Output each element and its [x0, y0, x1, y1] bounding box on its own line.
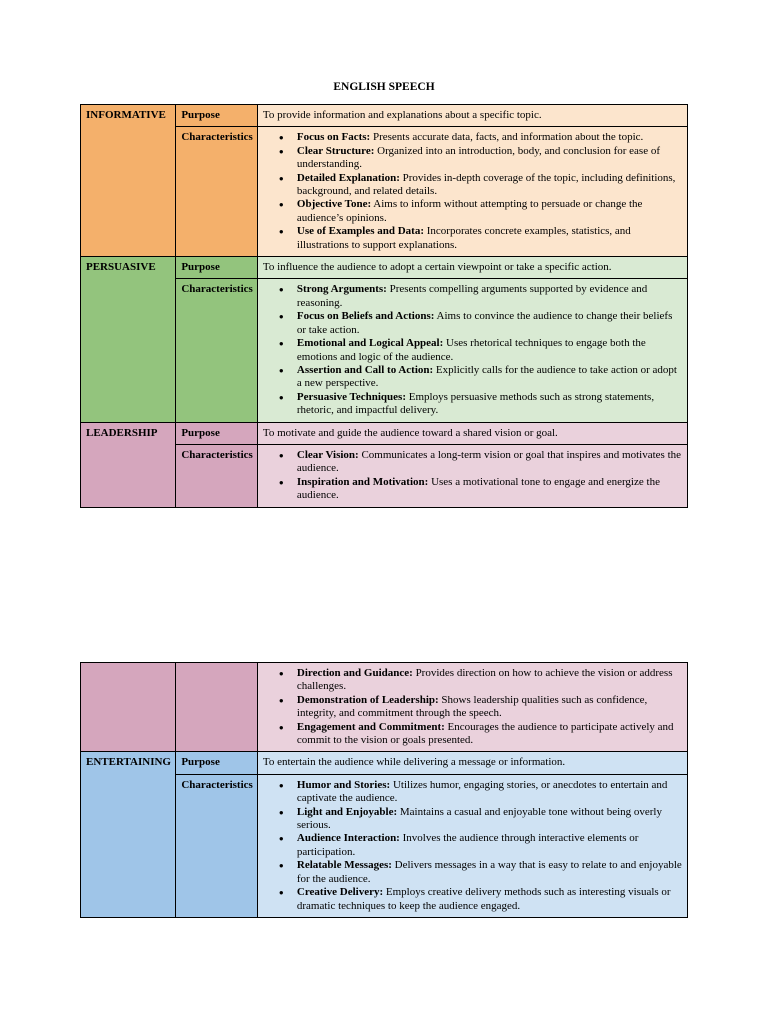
item-heading: Direction and Guidance:	[296, 667, 413, 679]
list-item	[297, 859, 682, 886]
item-description: Provides in-depth coverage of the topic, including definitions, background, and related details.	[296, 171, 676, 198]
list-item	[297, 337, 682, 364]
item-heading: Focus on Beliefs and Actions:	[296, 310, 435, 323]
list-item	[297, 145, 682, 172]
item-heading: Emotional and Logical Appeal:	[296, 337, 444, 350]
item-description: Involves the audience through interactive elements or participation.	[296, 832, 639, 858]
characteristics-label: Characteristics	[176, 444, 258, 507]
item-heading: Humor and Stories:	[296, 778, 391, 791]
item-description: Explicitly calls for the audience to take action or adopt a new perspective.	[296, 363, 677, 390]
list-item	[297, 721, 682, 748]
item-heading: Audience Interaction:	[296, 832, 400, 845]
list-item	[297, 667, 682, 694]
purpose-text-persuasive: To influence the audience to adopt a certain viewpoint or take a specific action.	[257, 257, 687, 279]
list-item	[297, 694, 682, 721]
type-name-persuasive: PERSUASIVE	[81, 257, 176, 422]
list-item	[297, 476, 682, 503]
item-heading: Persuasive Techniques:	[296, 390, 406, 403]
item-heading: Clear Vision:	[296, 448, 359, 461]
type-name-leadership-cont	[81, 663, 176, 752]
item-heading: Detailed Explanation:	[296, 171, 400, 184]
item-description: Uses a motivational tone to engage and energize the audience.	[296, 475, 660, 502]
list-item	[297, 886, 682, 913]
item-heading: Engagement and Commitment:	[296, 720, 445, 733]
item-heading: Demonstration of Leadership:	[296, 693, 439, 706]
item-heading: Creative Delivery:	[296, 886, 384, 899]
characteristics-list-leadership	[257, 444, 687, 507]
table-row	[81, 663, 688, 752]
speech-types-table-continued	[80, 662, 688, 918]
purpose-label: Purpose	[176, 257, 258, 279]
item-description: Aims to inform without attempting to persuade or change the audience’s opinions.	[296, 198, 643, 224]
item-description: Presents accurate data, facts, and information about the topic.	[370, 131, 644, 144]
purpose-text-leadership: To motivate and guide the audience toward a shared vision or goal.	[257, 422, 687, 444]
item-heading: Inspiration and Motivation:	[296, 475, 429, 488]
list-item	[297, 310, 682, 337]
list-item	[297, 779, 682, 806]
purpose-text-informative: To provide information and explanations about a specific topic.	[257, 105, 687, 127]
characteristics-list-entertaining	[257, 774, 687, 917]
item-description: Communicates a long-term vision or goal that inspires and motivates the audience.	[296, 448, 682, 475]
label-cell-cont	[176, 663, 258, 752]
list-item	[297, 806, 682, 833]
item-heading: Relatable Messages:	[296, 859, 392, 872]
type-name-leadership: LEADERSHIP	[81, 422, 176, 507]
list-item	[297, 449, 682, 476]
item-description: Maintains a casual and enjoyable tone without being overly serious.	[296, 805, 662, 832]
characteristics-label: Characteristics	[176, 279, 258, 422]
list-item	[297, 198, 682, 225]
item-description: Uses rhetorical techniques to engage both the emotions and logic of the audience.	[296, 337, 646, 363]
item-description: Aims to convince the audience to change their beliefs or take action.	[296, 310, 673, 336]
item-description: Shows leadership qualities such as confidence, integrity, and commitment through the speech.	[296, 693, 648, 720]
page-title: ENGLISH SPEECH	[333, 81, 435, 93]
item-description: Delivers messages in a way that is easy to relate to and enjoyable for the audience.	[296, 859, 682, 885]
speech-types-table	[80, 104, 688, 508]
type-name-informative: INFORMATIVE	[81, 105, 176, 257]
list-item	[297, 364, 682, 391]
list-item	[297, 832, 682, 859]
characteristics-list-leadership-cont	[257, 663, 687, 752]
item-description: Presents compelling arguments supported by evidence and reasoning.	[296, 283, 648, 309]
purpose-text-entertaining: To entertain the audience while delivering a message or information.	[257, 752, 687, 774]
characteristics-label: Characteristics	[176, 127, 258, 257]
item-heading: Objective Tone:	[296, 198, 372, 211]
type-name-entertaining: ENTERTAINING	[81, 752, 176, 917]
table-row	[81, 257, 688, 279]
item-description: Employs persuasive methods such as strong statements, rhetoric, and impactful delivery.	[296, 390, 655, 417]
item-heading: Focus on Facts:	[296, 131, 371, 144]
purpose-label: Purpose	[176, 422, 258, 444]
item-description: Incorporates concrete examples, statistics, and illustrations to support explanations.	[296, 225, 631, 251]
item-description: Encourages the audience to participate actively and commit to the vision or goals presented.	[296, 720, 674, 747]
item-description: Organized into an introduction, body, and conclusion for ease of understanding.	[296, 144, 661, 171]
list-item	[297, 172, 682, 199]
table-row	[81, 752, 688, 774]
purpose-label: Purpose	[176, 105, 258, 127]
list-item	[297, 283, 682, 310]
table-row	[81, 105, 688, 127]
item-heading: Light and Enjoyable:	[296, 805, 398, 818]
item-heading: Use of Examples and Data:	[296, 225, 425, 238]
item-description: Utilizes humor, engaging stories, or anecdotes to entertain and captivate the audience.	[296, 778, 668, 805]
characteristics-label: Characteristics	[176, 774, 258, 917]
purpose-label: Purpose	[176, 752, 258, 774]
list-item	[297, 391, 682, 418]
list-item	[297, 131, 682, 144]
item-heading: Strong Arguments:	[296, 283, 387, 296]
characteristics-list-persuasive	[257, 279, 687, 422]
item-description: Provides direction on how to achieve the vision or address challenges.	[296, 667, 673, 693]
list-item	[297, 225, 682, 252]
item-description: Employs creative delivery methods such as interesting visuals or dramatic techniques to keep the audience engaged.	[296, 886, 671, 912]
characteristics-list-informative	[257, 127, 687, 257]
item-heading: Assertion and Call to Action:	[296, 363, 434, 376]
table-row	[81, 422, 688, 444]
item-heading: Clear Structure:	[296, 144, 375, 157]
